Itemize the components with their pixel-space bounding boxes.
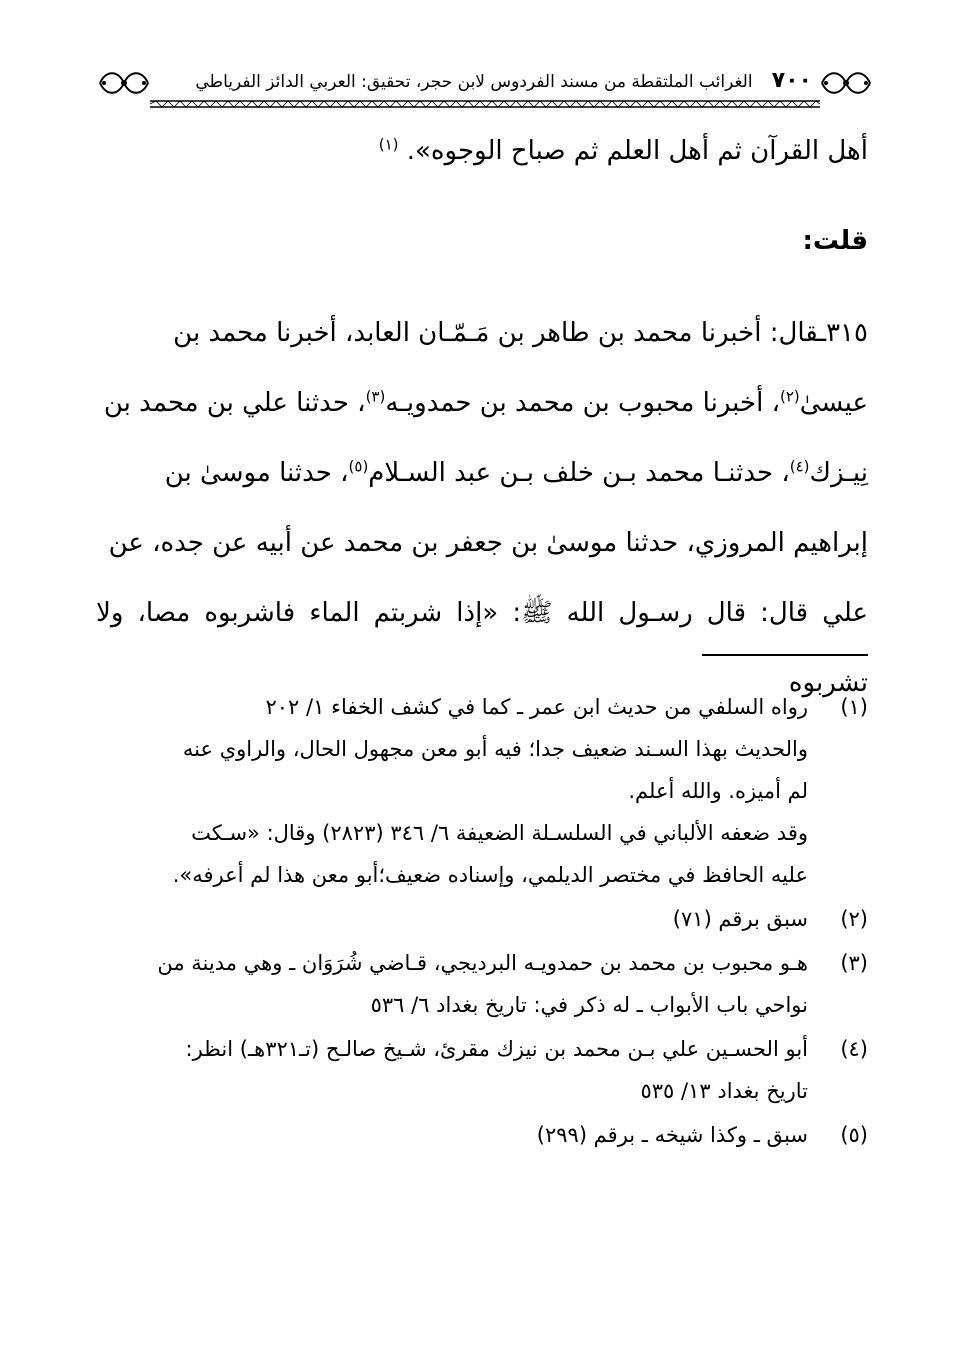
footnote-line: وقد ضعفه الألباني في السلسـلة الضعيفة ٦/ ٣٤٦ (٢٨٢٣) وقال: «سـكت <box>191 821 808 845</box>
running-title: الغرائب الملتقطة من مسند الفردوس لابن حجر، تحقيق: العربي الدائز الفرياطي <box>195 72 753 92</box>
footnote-line: والحديث بهذا السـند ضعيف جدا؛ فيه أبو معن مجهول الحال، والراوي عنه <box>182 737 808 761</box>
footnote-line: عليه الحافظ في مختصر الديلمي، وإسناده ضعيف؛أبو معن هذا لم أعرفه». <box>172 863 808 887</box>
page-header <box>96 62 874 108</box>
footnote-ref: (١) <box>378 135 399 154</box>
footnote <box>96 942 868 1026</box>
footnote <box>96 898 868 940</box>
page-number: ٧٠٠ <box>771 68 812 93</box>
footnote-line: سبق برقم (٧١) <box>672 907 808 931</box>
footnote-number: (١) <box>840 695 868 719</box>
footnote-line: أبو الحسـين علي بـن محمد بن نيزك مقرئ، شـيخ صالـح (تـ٣٢١هـ) انظر: <box>185 1037 808 1061</box>
footnote <box>96 1028 868 1112</box>
header-rule <box>150 100 820 108</box>
footnote-ref: (٤) <box>789 457 810 476</box>
footnotes <box>96 686 868 1158</box>
text-line: علي قال: قال رسـول الله ﷺ: «إذا شربتم الماء فاشربوه مصا، ولا تشربوه <box>96 598 868 698</box>
footnote-ref: (٣) <box>365 387 386 406</box>
ornament-icon <box>818 68 874 98</box>
footnote-number: (٢) <box>840 907 868 931</box>
text-line: ٣١٥ـقال: أخبرنا محمد بن طاهر بن مَـمّـان العابد، أخبرنا محمد بن <box>173 318 868 348</box>
footnote-line: هـو محبوب بن محمد بن حمدويـه البرديجي، قـاضي شُرَوَان ـ وهي مدينة من <box>157 951 808 975</box>
footnote-line: لم أميزه. والله أعلم. <box>628 779 808 803</box>
footnote-line: سبق ـ وكذا شيخه ـ برقم (٢٩٩) <box>536 1123 808 1147</box>
footnote <box>96 686 868 896</box>
footnote <box>96 1114 868 1156</box>
text-line: عيسىٰ$^{(٢)}$، أخبرنا محبوب بن محمد بن حمدويـه$^{(٣)}$، حدثنا علي بن محمد بن <box>103 387 868 418</box>
footnote-number: (٤) <box>840 1037 868 1061</box>
footnote-line: نواحي باب الأبواب ـ له ذكر في: تاريخ بغداد ٦/ ٥٣٦ <box>370 993 808 1017</box>
footnote-separator <box>702 654 868 656</box>
text-line: نِيـزك$^{(٤)}$، حدثنـا محمد بـن خلف بـن عبد السـلام$^{(٥)}$، حدثنا موسىٰ بن <box>164 457 868 488</box>
ornament-icon <box>96 68 152 98</box>
footnote-number: (٣) <box>840 951 868 975</box>
footnote-line: رواه السلفي من حديث ابن عمر ـ كما في كشف الخفاء ١/ ٢٠٢ <box>265 695 808 719</box>
footnote-number: (٥) <box>840 1123 868 1147</box>
footnote-line: تاريخ بغداد ١٣/ ٥٣٥ <box>640 1079 808 1103</box>
section-heading: قلت: <box>802 226 868 256</box>
main-text <box>96 124 868 718</box>
continued-line: أهل القرآن ثم أهل العلم ثم صباح الوجوه». $^{(١)}$ <box>378 135 868 166</box>
footnote-ref: (٢) <box>779 387 800 406</box>
text-line: إبراهيم المروزي، حدثنا موسىٰ بن جعفر بن محمد عن أبيه عن جده، عن <box>108 528 868 558</box>
footnote-ref: (٥) <box>348 457 369 476</box>
